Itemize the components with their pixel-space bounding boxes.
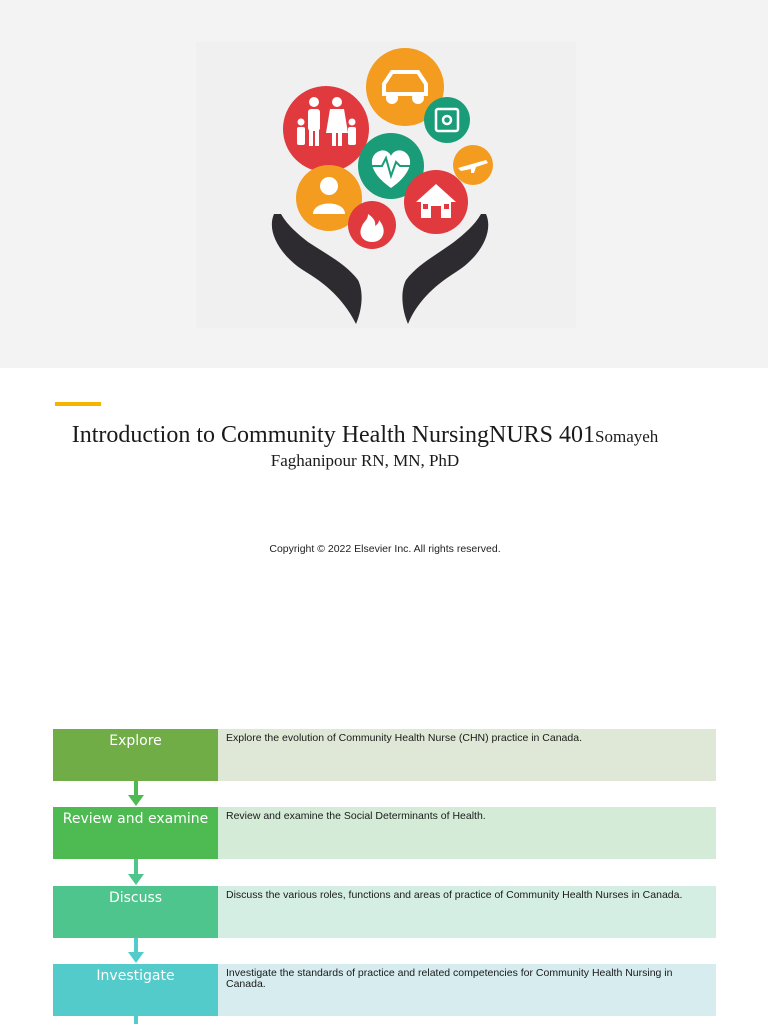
course-title: Introduction to Community Health NursingNURS 401 <box>71 422 596 448</box>
left-hand-icon <box>272 214 362 324</box>
objective-description: Explore the evolution of Community Health Nurse (CHN) practice in Canada. <box>218 729 716 781</box>
objective-label: Review and examine <box>53 807 218 859</box>
objective-step <box>53 807 716 859</box>
down-arrow-icon <box>127 781 145 807</box>
objective-step <box>53 729 716 781</box>
objective-label: Discuss <box>53 886 218 938</box>
author-first-name: Somayeh <box>595 427 659 446</box>
accent-bar <box>55 402 101 406</box>
down-arrow-icon <box>127 1016 145 1024</box>
slide-title <box>0 424 730 473</box>
copyright-notice: Copyright © 2022 Elsevier Inc. All rights reserved. <box>269 543 501 555</box>
down-arrow-icon <box>127 938 145 964</box>
objective-description: Investigate the standards of practice and related competencies for Community Health Nursing in Canada. <box>218 964 716 1016</box>
down-arrow-icon <box>127 859 145 886</box>
objective-step <box>53 886 716 938</box>
title-slide-background <box>0 0 768 368</box>
objective-step <box>53 964 716 1016</box>
objective-label: Investigate <box>53 964 218 1016</box>
objectives-flow <box>53 729 716 1029</box>
objective-description: Review and examine the Social Determinants of Health. <box>218 807 716 859</box>
author-name-credentials: Faghanipour RN, MN, PhD <box>270 451 460 470</box>
objective-description: Discuss the various roles, functions and areas of practice of Community Health Nurses in Canada. <box>218 886 716 938</box>
community-health-illustration <box>196 42 576 328</box>
objective-label: Explore <box>53 729 218 781</box>
